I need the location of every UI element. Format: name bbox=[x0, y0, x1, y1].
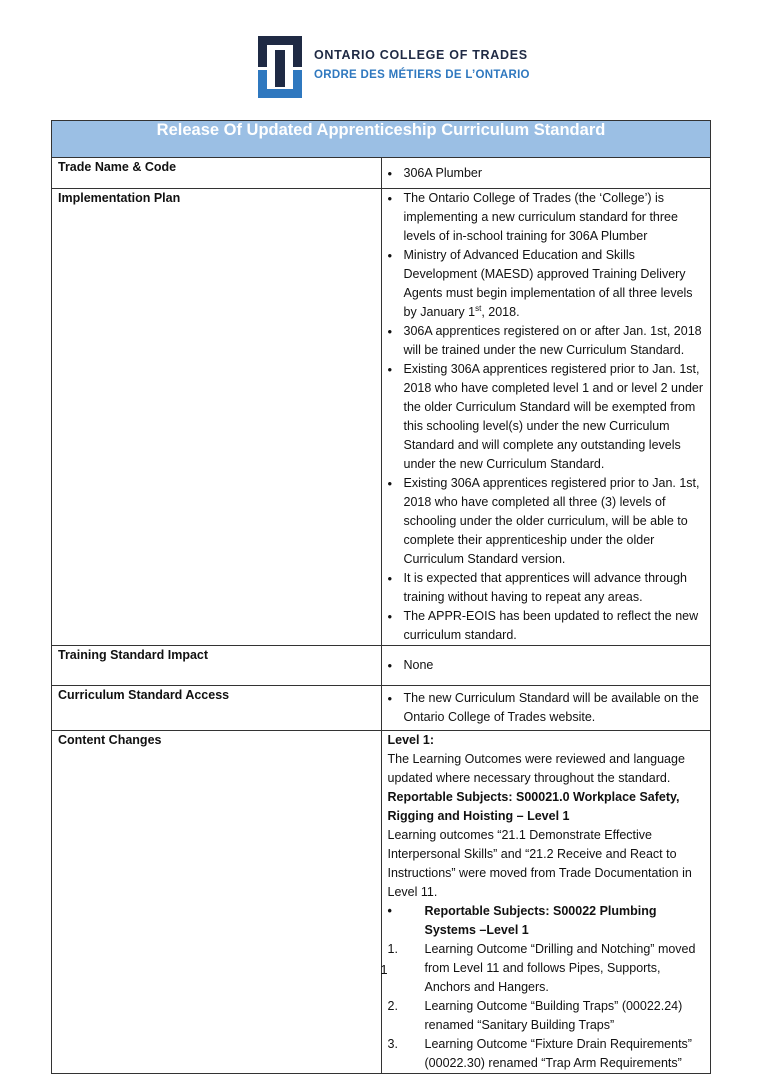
list-item: • Existing 306A apprentices registered prior to Jan. 1st, 2018 who have completed level 1 and or level 2 under the older Curriculum Standard will be exempted from this schooling level(s) under the new Curriculum Standard and will complete any outstanding levels under the new Curriculum Standard. bbox=[388, 360, 705, 474]
numbered-item: 1. Learning Outcome “Drilling and Notching” moved from Level 11 and follows Pipes, Supports, Anchors and Hangers. bbox=[387, 942, 696, 994]
list-item: • The Ontario College of Trades (the ‘College’) is implementing a new curriculum standard for three levels of in-school training for 306A Plumber bbox=[388, 189, 705, 246]
content-changes-label: Content Changes bbox=[52, 731, 382, 1074]
training-standard-label: Training Standard Impact bbox=[52, 646, 382, 686]
subject-bullet-item bbox=[388, 902, 705, 940]
organization-logo bbox=[258, 36, 530, 98]
implementation-label: Implementation Plan bbox=[52, 189, 382, 646]
list-item: • The APPR-EOIS has been updated to reflect the new curriculum standard. bbox=[388, 607, 705, 645]
level-heading: Level 1: bbox=[387, 733, 435, 747]
list-item bbox=[388, 246, 705, 322]
logo-french-name: ORDRE DES MÉTIERS DE L’ONTARIO bbox=[314, 68, 530, 81]
list-item: • The new Curriculum Standard will be available on the Ontario College of Trades website. bbox=[388, 689, 705, 727]
subject-heading: Reportable Subjects: S00021.0 Workplace Safety, Rigging and Hoisting – Level 1 bbox=[387, 790, 680, 823]
intro-text: The Learning Outcomes were reviewed and language updated where necessary throughout the standard. bbox=[387, 752, 685, 785]
college-logo-icon bbox=[258, 36, 302, 98]
numbered-item: 3. Learning Outcome “Fixture Drain Requirements” (00022.30) renamed “Trap Arm Requirements” bbox=[387, 1037, 692, 1070]
list-item: • Existing 306A apprentices registered prior to Jan. 1st, 2018 who have completed all three (3) levels of schooling under the older curriculum, will be able to complete their apprenticeship under the older Curriculum Standard version. bbox=[388, 474, 705, 569]
list-item-text: Ministry of Advanced Education and Skills Development (MAESD) approved Training Delivery Agents must begin implementation of all three levels by bbox=[403, 248, 693, 319]
trade-content bbox=[381, 158, 711, 189]
curriculum-access-content bbox=[381, 686, 711, 731]
table-title: Release Of Updated Apprenticeship Curriculum Standard bbox=[52, 121, 711, 158]
subject-text: Learning outcomes “21.1 Demonstrate Effective Interpersonal Skills” and “21.2 Receive and React to Instructions” were moved from Trade Documentation in Level 11. bbox=[387, 828, 692, 899]
logo-english-name: ONTARIO COLLEGE OF TRADES bbox=[314, 48, 528, 62]
subject-heading: Reportable Subjects: S00022 Plumbing Systems –Level 1 bbox=[424, 904, 657, 937]
list-item: • 306A apprentices registered on or after Jan. 1st, 2018 will be trained under the new Curriculum Standard. bbox=[388, 322, 705, 360]
list-item: • It is expected that apprentices will advance through training without having to repeat any areas. bbox=[388, 569, 705, 607]
numbered-item: 2. Learning Outcome “Building Traps” (00022.24) renamed “Sanitary Building Traps” bbox=[387, 999, 683, 1032]
training-standard-content bbox=[381, 646, 711, 686]
implementation-content bbox=[381, 189, 711, 646]
content-changes-content bbox=[381, 731, 711, 1074]
list-item: • None bbox=[388, 656, 705, 675]
list-item: • 306A Plumber bbox=[388, 164, 705, 183]
curriculum-release-table bbox=[51, 120, 711, 1074]
trade-label: Trade Name & Code bbox=[52, 158, 382, 189]
bullet-glyph: • bbox=[387, 904, 392, 918]
page-number: 1 bbox=[380, 962, 388, 977]
curriculum-access-label: Curriculum Standard Access bbox=[52, 686, 382, 731]
date-text: January 1st, 2018. bbox=[420, 303, 520, 319]
